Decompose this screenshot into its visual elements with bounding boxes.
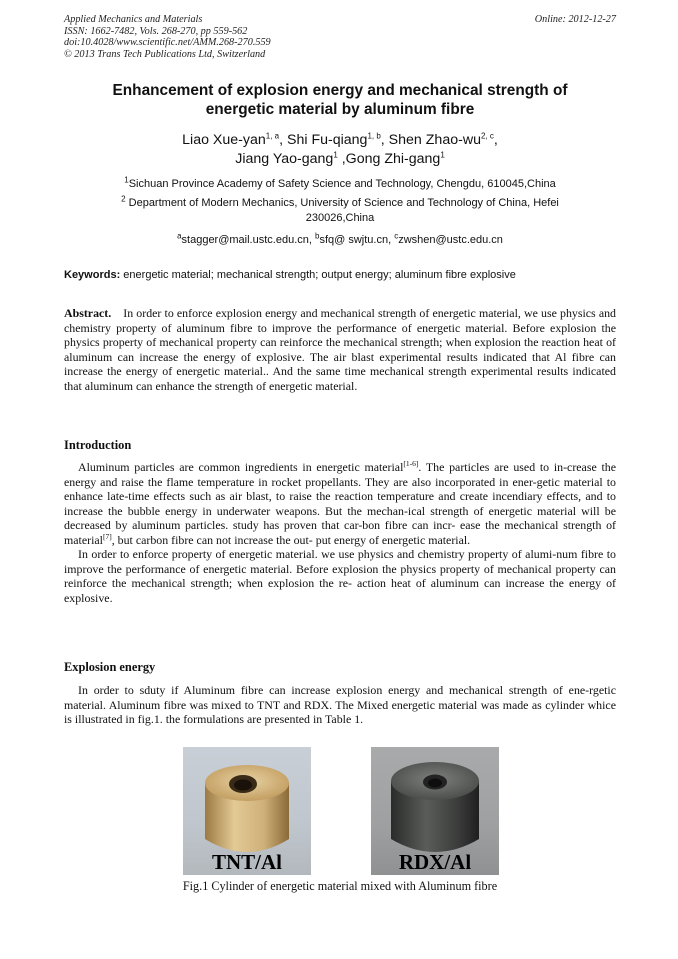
affiliation-text: Department of Modern Mechanics, University of Science and Technology of China, Hefei	[125, 197, 559, 209]
author-sup: 1	[440, 150, 445, 160]
paragraph-text: , but carbon fibre can not increase the out- put energy of energetic material.	[111, 532, 471, 547]
abstract-text: In order to enforce explosion energy and mechanical strength of energetic material, we use physics and chemistry property of aluminum fibre to improve the performance of energetic material. Before explosion the physics property of mechanical property can reinforce the mechanical strength; when explosion the reaction heat of aluminum can increase the energy of explosive. The air blast experimental results indicated that Al fibre can increase the energy of energetic material.. And the same time mechanical strength experimental results indicated that aluminum can enhance the strength of energetic material.	[64, 306, 616, 393]
keywords	[64, 268, 616, 282]
author-name: Liao Xue-yan	[182, 132, 266, 148]
doi-line[interactable]: doi:10.4028/www.scientific.net/AMM.268-270.559	[64, 37, 271, 49]
explosion-energy-body	[64, 683, 616, 727]
journal-header	[64, 14, 616, 60]
author-name: Jiang Yao-gang	[235, 151, 334, 167]
author-sup: 1, a	[265, 131, 280, 141]
tnt-al-cylinder-photo	[183, 747, 311, 875]
issn-line: ISSN: 1662-7482, Vols. 268-270, pp 559-562	[64, 25, 248, 37]
figure-label-tnt: TNT/Al	[211, 850, 282, 874]
title-line-1: Enhancement of explosion energy and mechanical strength of	[112, 82, 568, 99]
affiliation-2	[64, 196, 616, 225]
introduction-body	[64, 460, 616, 605]
copyright-line: © 2013 Trans Tech Publications Ltd, Switzerland	[64, 48, 266, 60]
author-list	[64, 131, 616, 169]
journal-name: Applied Mechanics and Materials	[64, 14, 203, 25]
author-name: ,Gong Zhi-gang	[337, 151, 441, 167]
figure-caption: Fig.1 Cylinder of energetic material mixed with Aluminum fibre	[182, 879, 498, 893]
keywords-label: Keywords:	[64, 269, 121, 281]
affiliation-1	[64, 177, 616, 192]
affiliation-text: Sichuan Province Academy of Safety Science and Technology, Chengdu, 610045,China	[128, 178, 556, 190]
online-date: Online: 2012-12-27	[534, 14, 616, 25]
email-sup: c	[394, 231, 399, 241]
title-line-2: energetic material by aluminum fibre	[205, 101, 475, 118]
figure-label-rdx: RDX/Al	[398, 850, 472, 874]
affiliation-sup: 1	[124, 175, 129, 185]
affiliation-2-line-1	[64, 196, 616, 211]
email-address[interactable]: stagger@mail.ustc.edu.cn,	[181, 234, 315, 246]
paragraph-text: Aluminum particles are common ingredients in energetic material	[78, 460, 404, 474]
section-heading-introduction: Introduction	[64, 438, 132, 452]
email-address[interactable]: zwshen@ustc.edu.cn	[398, 234, 503, 246]
citation[interactable]: [1-6]	[403, 459, 419, 469]
paragraph-text: . The particles are used to in-crease the energy and raise the flame temperature in rocket propellants. They are also incorporated in ener-getic material to enhance late-time effects such as air blast, to raise the reaction temperature and create incendiary effects, and to increase the bubble energy in underwater weapons. But the mechan-ical strength of energetic material will be decreased by aluminum particles. study has proven that car-bon fibre can incr- ease the mechanical strength of material	[64, 460, 616, 547]
paper-title	[64, 81, 616, 119]
abstract-label: Abstract.	[64, 306, 112, 320]
paragraph: In order to enforce property of energetic material. we use physics and chemistry property of alumi-num fibre to improve the performance of energetic material. Before explosion the physics property of mechanical property can reinforce the mechanical strength; when explosion the re- action heat of aluminum can increase the energy of explosive.	[64, 547, 616, 605]
author-name: , Shi Fu-qiang	[279, 132, 368, 148]
rdx-al-cylinder-photo	[371, 747, 499, 875]
abstract	[64, 306, 616, 393]
author-line-1	[64, 131, 616, 150]
author-name: , Shen Zhao-wu	[380, 132, 481, 148]
email-list	[64, 233, 616, 247]
affiliation-2-line-2: 230026,China	[305, 211, 375, 224]
affiliation-sup: 2	[121, 194, 126, 204]
email-sup: b	[314, 231, 320, 241]
author-sup: 1, b	[367, 131, 381, 141]
paragraph: In order to sduty if Aluminum fibre can increase explosion energy and mechanical strength of ene-rgetic material. Aluminum fibre was mixed to TNT and RDX. The Mixed energetic material was made as cylinder whice is illustrated in fig.1. the formulations are presented in Table 1.	[64, 683, 616, 726]
author-sup: 1	[333, 150, 338, 160]
author-separator: ,	[493, 132, 498, 148]
keywords-text: energetic material; mechanical strength; output energy; aluminum fibre explosive	[120, 269, 516, 281]
author-sup: 2, c	[480, 131, 494, 141]
citation[interactable]: [7]	[102, 531, 112, 541]
paragraph	[64, 460, 616, 547]
email-address[interactable]: sfq@ swjtu.cn,	[319, 234, 395, 246]
email-sup: a	[177, 231, 182, 241]
section-heading-explosion-energy: Explosion energy	[64, 660, 156, 674]
author-line-2	[64, 150, 616, 169]
